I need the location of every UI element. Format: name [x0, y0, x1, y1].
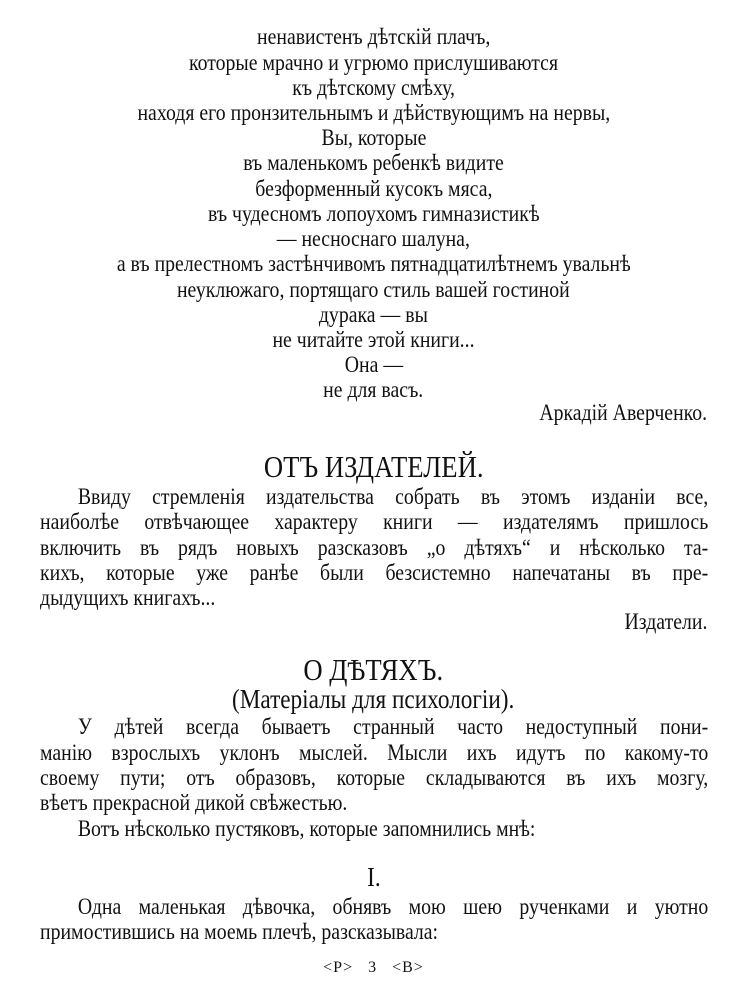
paragraph-line: примостившись на моемь плечѣ, разсказывала:: [40, 919, 439, 944]
poem-line: въ маленькомъ ребенкѣ видите: [243, 150, 504, 175]
paragraph-line: вѣетъ прекрасной дикой свѣжестью.: [40, 790, 348, 815]
poem-line: находя его пронзительнымъ и дѣйствующимъ на нервы,: [137, 100, 610, 125]
paragraph-line: манію взрослыхъ уклонъ мыслей. Мысли ихъ идутъ по какому-то: [40, 740, 709, 765]
poem-line: не для васъ.: [323, 377, 424, 402]
paragraph-line: Одна маленькая дѣвочка, обнявъ мою шею рученками и уютно: [77, 894, 709, 919]
poem-line: къ дѣтскому смѣху,: [292, 75, 455, 100]
section-number: I.: [366, 862, 381, 892]
poem-line: безформенный кусокъ мяса,: [254, 176, 493, 201]
poem-line: — несноснаго шалуна,: [276, 226, 471, 251]
paragraph-line: кихъ, которые уже ранѣе были безсистемно напечатаны въ пре-: [40, 560, 709, 585]
paragraph-line: включить въ рядъ новыхъ разсказовъ „о дѣтяхъ“ и нѣсколько та-: [40, 535, 709, 560]
chapter-title: О ДѢТЯХЪ.: [303, 652, 444, 687]
section-heading: ОТЪ ИЗДАТЕЛЕЙ.: [263, 449, 484, 484]
next-page-link[interactable]: <В>: [392, 959, 424, 976]
prev-page-link[interactable]: <Р>: [323, 959, 354, 976]
poem-line: Она —: [344, 352, 403, 377]
paragraph-line: Вотъ нѣсколько пустяковъ, которые запомнились мнѣ:: [77, 816, 536, 841]
chapter-subtitle: (Матеріалы для психологіи).: [232, 684, 515, 714]
poem-line: ненавистенъ дѣтскій плачъ,: [256, 24, 491, 49]
page-footer: [0, 959, 747, 977]
poem-line: неуклюжаго, портящаго стиль вашей гостиной: [177, 277, 570, 302]
paragraph-line: наиболѣе отвѣчающее характеру книги — издателямъ пришлось: [40, 509, 709, 534]
paragraph-line: своему пути; отъ образовъ, которые складываются въ ихъ мозгу,: [40, 765, 709, 790]
poem-line: дурака — вы: [318, 302, 429, 327]
page-number: 3: [368, 959, 378, 976]
poem-line: не читайте этой книги...: [272, 327, 475, 352]
poem-line: а въ прелестномъ застѣнчивомъ пятнадцатилѣтнемъ увальнѣ: [116, 251, 631, 276]
poem-signature: Аркадій Аверченко.: [539, 400, 707, 425]
publishers-signature: Издатели.: [624, 609, 707, 634]
paragraph-line: дыдущихъ книгахъ...: [40, 585, 216, 610]
poem-line: которые мрачно и угрюмо прислушиваются: [188, 50, 559, 75]
poem-line: Вы, которые: [321, 125, 426, 150]
paragraph-line: Ввиду стремленія издательства собрать въ этомъ изданіи все,: [77, 484, 709, 509]
paragraph-line: У дѣтей всегда бываетъ странный часто недоступный пони-: [77, 714, 709, 739]
poem-line: въ чудесномъ лопоухомъ гимназистикѣ: [207, 201, 540, 226]
